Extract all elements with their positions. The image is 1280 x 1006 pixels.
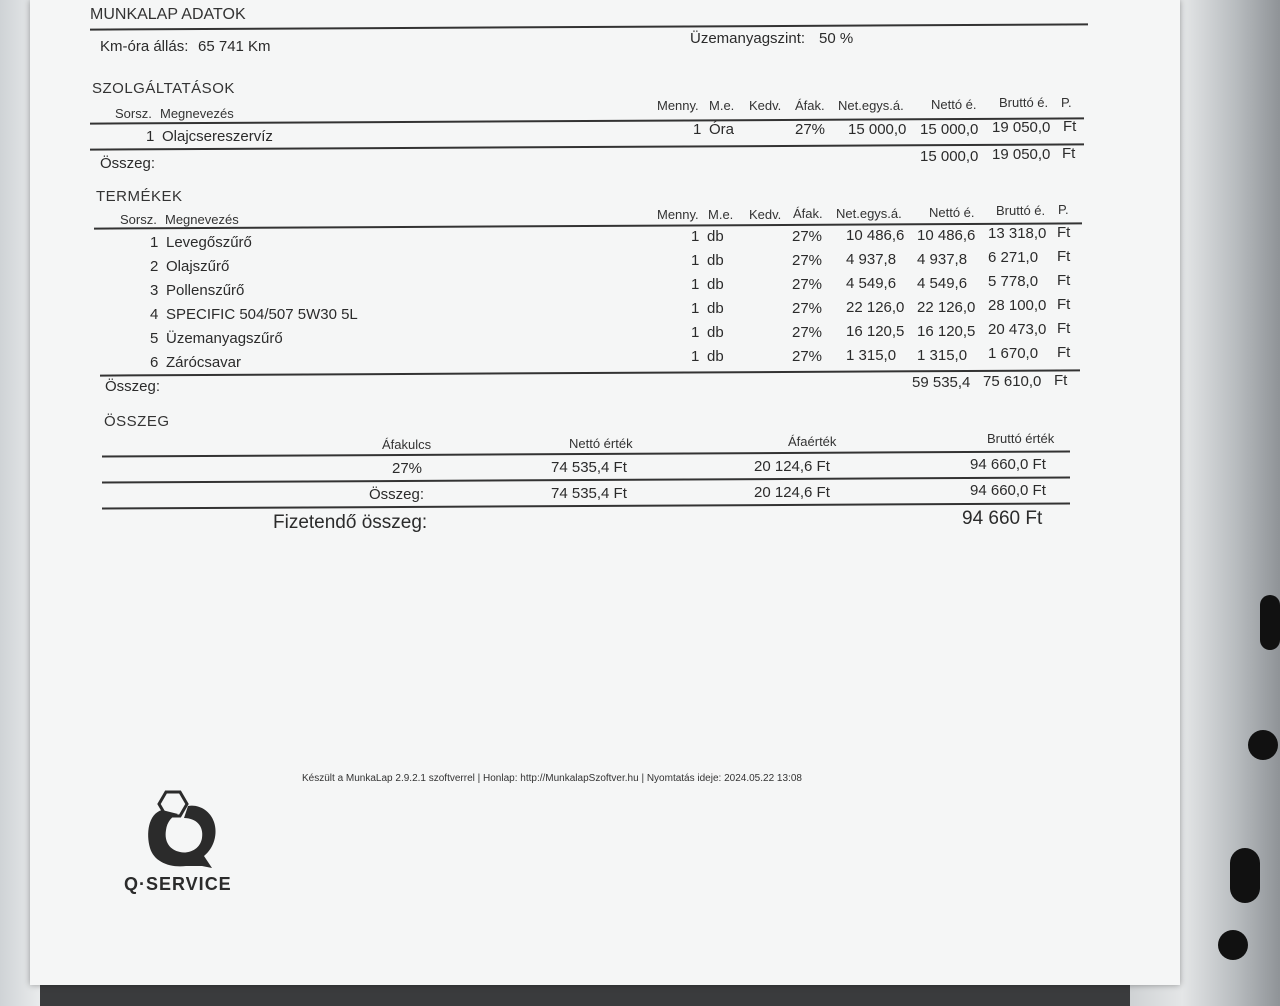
row-unit-net: 1 315,0 xyxy=(846,347,897,364)
fuel-value: 50 % xyxy=(819,30,854,47)
punch-hole xyxy=(1230,848,1260,903)
col-vat-value: Áfaérték xyxy=(788,434,837,449)
services-sum-gross: 19 050,0 xyxy=(992,146,1051,163)
summary-title: ÖSSZEG xyxy=(104,413,170,430)
row-net: 10 486,6 xyxy=(917,227,976,244)
col-discount: Kedv. xyxy=(749,207,782,222)
row-gross: 28 100,0 xyxy=(988,297,1047,314)
col-unit-net: Net.egys.á. xyxy=(838,98,904,113)
q-service-logo xyxy=(124,790,250,900)
payable-label: Fizetendő összeg: xyxy=(273,512,428,533)
summary-vat: 20 124,6 Ft xyxy=(754,458,830,475)
col-currency: P. xyxy=(1061,95,1072,110)
row-unit-net: 10 486,6 xyxy=(846,227,905,244)
row-unit: Óra xyxy=(709,121,735,138)
q-logo-icon xyxy=(140,790,230,870)
row-cur: Ft xyxy=(1057,344,1071,361)
row-unit-net: 16 120,5 xyxy=(846,323,905,340)
km-label: Km-óra állás: xyxy=(100,38,189,55)
col-vat-rate: Áfakulcs xyxy=(382,437,432,452)
col-vat: Áfak. xyxy=(795,98,825,113)
col-net-value: Nettó érték xyxy=(569,436,633,451)
row-qty: 1 xyxy=(691,252,700,269)
row-unit-net: 22 126,0 xyxy=(846,299,905,316)
row-net: 4 549,6 xyxy=(917,275,968,292)
col-net: Nettó é. xyxy=(929,205,975,220)
summary-total-net: 74 535,4 Ft xyxy=(551,485,627,502)
footer-text: Készült a MunkaLap 2.9.2.1 szoftverrel | Honlap: http://MunkalapSzoftver.hu | Nyomtatás ideje: 2024.05.22 13:08 xyxy=(302,773,802,784)
row-vat: 27% xyxy=(792,252,823,269)
row-name: Olajszűrő xyxy=(166,258,230,275)
summary-bottom-rule xyxy=(102,502,1070,509)
col-discount: Kedv. xyxy=(749,98,782,113)
row-vat: 27% xyxy=(792,348,823,365)
summary-gross: 94 660,0 Ft xyxy=(970,456,1046,473)
document-title: MUNKALAP ADATOK xyxy=(90,6,246,23)
col-gross-value: Bruttó érték xyxy=(987,431,1055,446)
col-gross: Bruttó é. xyxy=(996,203,1046,218)
col-unit: M.e. xyxy=(709,98,735,113)
row-num: 5 xyxy=(150,330,159,347)
row-unit-net: 4 549,6 xyxy=(846,275,897,292)
products-sum-currency: Ft xyxy=(1054,372,1068,389)
row-qty: 1 xyxy=(691,324,700,341)
payable-value: 94 660 Ft xyxy=(962,508,1043,529)
col-gross: Bruttó é. xyxy=(999,95,1049,110)
col-num: Sorsz. xyxy=(120,212,157,227)
row-net: 4 937,8 xyxy=(917,251,968,268)
row-vat: 27% xyxy=(795,121,826,138)
row-net: 15 000,0 xyxy=(920,121,979,138)
summary-row-rule xyxy=(102,476,1070,483)
row-vat: 27% xyxy=(792,324,823,341)
row-qty: 1 xyxy=(691,348,700,365)
row-name: Pollenszűrő xyxy=(166,282,245,299)
services-sum-label: Összeg: xyxy=(100,155,156,172)
row-name: Zárócsavar xyxy=(166,354,242,371)
row-name: Üzemanyagszűrő xyxy=(166,330,283,347)
row-gross: 5 778,0 xyxy=(988,273,1039,290)
row-num: 6 xyxy=(150,354,159,371)
row-unit-net: 4 937,8 xyxy=(846,251,897,268)
row-unit: db xyxy=(707,348,724,365)
row-cur: Ft xyxy=(1057,272,1071,289)
row-num: 1 xyxy=(146,128,155,145)
summary-header-rule xyxy=(102,450,1070,457)
punch-hole xyxy=(1248,730,1278,760)
col-qty: Menny. xyxy=(657,207,699,222)
row-cur: Ft xyxy=(1057,320,1071,337)
col-unit: M.e. xyxy=(708,207,734,222)
row-net: 16 120,5 xyxy=(917,323,976,340)
row-unit: db xyxy=(707,276,724,293)
row-cur: Ft xyxy=(1057,224,1071,241)
row-gross: 1 670,0 xyxy=(988,345,1039,362)
products-sum-gross: 75 610,0 xyxy=(983,373,1042,390)
row-qty: 1 xyxy=(693,121,702,138)
row-cur: Ft xyxy=(1057,296,1071,313)
fuel-label: Üzemanyagszint: xyxy=(690,30,806,47)
row-unit: db xyxy=(707,228,724,245)
row-net: 22 126,0 xyxy=(917,299,976,316)
services-title: SZOLGÁLTATÁSOK xyxy=(92,80,235,97)
col-currency: P. xyxy=(1058,202,1069,217)
row-unit: db xyxy=(707,300,724,317)
row-vat: 27% xyxy=(792,300,823,317)
row-name: SPECIFIC 504/507 5W30 5L xyxy=(166,306,358,323)
punch-hole xyxy=(1260,595,1280,650)
col-qty: Menny. xyxy=(657,98,699,113)
row-num: 4 xyxy=(150,306,159,323)
row-num: 3 xyxy=(150,282,159,299)
row-net: 1 315,0 xyxy=(917,347,968,364)
row-num: 2 xyxy=(150,258,159,275)
punch-hole xyxy=(1218,930,1248,960)
row-vat: 27% xyxy=(792,228,823,245)
row-gross: 6 271,0 xyxy=(988,249,1039,266)
products-sum-net: 59 535,4 xyxy=(912,374,971,391)
summary-total-vat: 20 124,6 Ft xyxy=(754,484,830,501)
row-gross: 13 318,0 xyxy=(988,225,1047,242)
row-name: Olajcsereszervíz xyxy=(162,128,273,145)
row-name: Levegőszűrő xyxy=(166,234,252,251)
col-name: Megnevezés xyxy=(165,212,239,227)
title-rule xyxy=(90,23,1088,30)
summary-total-label: Összeg: xyxy=(369,486,425,503)
row-currency: Ft xyxy=(1063,118,1077,135)
row-gross: 20 473,0 xyxy=(988,321,1047,338)
products-title: TERMÉKEK xyxy=(96,188,183,205)
col-name: Megnevezés xyxy=(160,106,234,121)
row-qty: 1 xyxy=(691,300,700,317)
products-sum-label: Összeg: xyxy=(105,378,161,395)
row-qty: 1 xyxy=(691,228,700,245)
col-num: Sorsz. xyxy=(115,106,152,121)
row-unit-net: 15 000,0 xyxy=(848,121,907,138)
col-unit-net: Net.egys.á. xyxy=(836,206,902,221)
worksheet-page xyxy=(30,0,1180,985)
services-sum-net: 15 000,0 xyxy=(920,148,979,165)
summary-total-gross: 94 660,0 Ft xyxy=(970,482,1046,499)
row-num: 1 xyxy=(150,234,159,251)
km-value: 65 741 Km xyxy=(198,38,271,55)
row-unit: db xyxy=(707,324,724,341)
services-sum-currency: Ft xyxy=(1062,145,1076,162)
col-vat: Áfak. xyxy=(793,206,823,221)
row-vat: 27% xyxy=(792,276,823,293)
summary-rate: 27% xyxy=(392,460,423,477)
col-net: Nettó é. xyxy=(931,97,977,112)
row-qty: 1 xyxy=(691,276,700,293)
summary-net: 74 535,4 Ft xyxy=(551,459,627,476)
row-unit: db xyxy=(707,252,724,269)
row-gross: 19 050,0 xyxy=(992,119,1051,136)
logo-text: Q·SERVICE xyxy=(124,874,232,894)
row-cur: Ft xyxy=(1057,248,1071,265)
